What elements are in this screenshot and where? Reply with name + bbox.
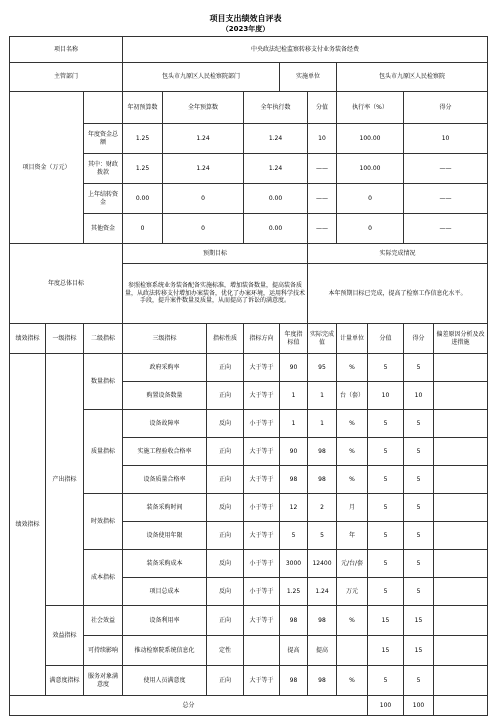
funds-exec: 0.00 <box>244 184 308 214</box>
funds-init: 1.25 <box>123 154 163 184</box>
ind-name: 装备采购成本 <box>123 550 207 578</box>
ind-direction: 大于等于 <box>244 522 280 550</box>
level2-service: 服务对象满意度 <box>84 666 123 696</box>
impl-label: 实施单位 <box>280 63 337 92</box>
funds-section-label: 项目资金（万元） <box>10 92 84 244</box>
ind-direction: 大于等于 <box>244 606 280 636</box>
funds-header-blank <box>84 92 123 124</box>
funds-exec: 1.24 <box>244 124 308 154</box>
ind-name: 实施工程验收合格率 <box>123 438 207 466</box>
ind-note <box>434 466 488 494</box>
ind-note <box>434 636 488 666</box>
goals-header-row <box>10 244 488 264</box>
funds-score-value: —— <box>308 184 337 214</box>
ind-target: 98 <box>280 606 308 636</box>
ind-value: 5 <box>368 494 404 522</box>
funds-score: —— <box>404 184 488 214</box>
ind-score: 5 <box>404 666 434 696</box>
ind-score: 15 <box>404 606 434 636</box>
ind-nature: 反向 <box>207 578 244 606</box>
ind-value: 5 <box>368 410 404 438</box>
ind-unit <box>337 636 368 666</box>
ind-direction <box>244 636 280 666</box>
ind-actual: 98 <box>308 438 337 466</box>
funds-score: 10 <box>404 124 488 154</box>
funds-budget: 1.24 <box>163 154 244 184</box>
ind-score: 15 <box>404 636 434 666</box>
funds-col-init: 年初预算数 <box>123 92 163 124</box>
ind-target: 98 <box>280 466 308 494</box>
ind-unit: % <box>337 466 368 494</box>
ind-name: 政府采购率 <box>123 354 207 382</box>
funds-exec: 1.24 <box>244 154 308 184</box>
level1-output: 产出指标 <box>46 354 84 606</box>
ind-name: 购置设备数量 <box>123 382 207 410</box>
ind-target: 12 <box>280 494 308 522</box>
ind-name: 推动检察院系统信息化 <box>123 636 207 666</box>
funds-rate: 100.00 <box>337 154 404 184</box>
ind-unit: % <box>337 354 368 382</box>
ind-score: 5 <box>404 466 434 494</box>
ind-nature: 正向 <box>207 438 244 466</box>
ind-value: 15 <box>368 636 404 666</box>
ind-col-target: 年度指标值 <box>280 324 308 354</box>
level2-timeliness: 时效指标 <box>84 494 123 550</box>
funds-score-value: —— <box>308 154 337 184</box>
ind-name: 设备质量合格率 <box>123 466 207 494</box>
ind-note <box>434 522 488 550</box>
ind-target: 1 <box>280 410 308 438</box>
project-name-row <box>10 37 488 63</box>
ind-actual: 5 <box>308 522 337 550</box>
funds-budget: 0 <box>163 214 244 244</box>
ind-direction: 小于等于 <box>244 494 280 522</box>
ind-target: 1.25 <box>280 578 308 606</box>
funds-header-row <box>10 92 488 124</box>
ind-score: 5 <box>404 354 434 382</box>
funds-col-score: 得分 <box>404 92 488 124</box>
ind-note <box>434 438 488 466</box>
ind-unit: % <box>337 410 368 438</box>
ind-actual: 1 <box>308 410 337 438</box>
ind-col-direction: 指标方向 <box>244 324 280 354</box>
ind-unit: % <box>337 606 368 636</box>
ind-direction: 小于等于 <box>244 410 280 438</box>
impl-value: 包头市九原区人民检察院 <box>337 63 488 92</box>
funds-score: —— <box>404 214 488 244</box>
level2-sustainable: 可持续影响 <box>84 636 123 666</box>
total-value: 100 <box>368 696 404 716</box>
ind-name: 设备故障率 <box>123 410 207 438</box>
ind-target: 98 <box>280 666 308 696</box>
indicator-row <box>10 606 488 636</box>
project-name-label: 项目名称 <box>10 37 123 63</box>
indicator-row <box>10 666 488 696</box>
ind-value: 15 <box>368 606 404 636</box>
dept-value: 包头市九原区人民检察院部门 <box>123 63 280 92</box>
funds-rate: 0 <box>337 214 404 244</box>
ind-nature: 反向 <box>207 410 244 438</box>
goals-actual-header: 实际完成情况 <box>308 244 488 264</box>
ind-note <box>434 606 488 636</box>
goals-label: 年度总体目标 <box>10 244 123 324</box>
ind-name: 设备使用年限 <box>123 522 207 550</box>
ind-nature: 正向 <box>207 382 244 410</box>
ind-note <box>434 666 488 696</box>
level2-social: 社会效益 <box>84 606 123 636</box>
ind-value: 10 <box>368 382 404 410</box>
ind-col-unit: 计量单位 <box>337 324 368 354</box>
funds-row-label: 上年结转资金 <box>84 184 123 214</box>
ind-score: 10 <box>404 382 434 410</box>
ind-nature: 反向 <box>207 494 244 522</box>
ind-nature: 定性 <box>207 636 244 666</box>
ind-unit: 台（套） <box>337 382 368 410</box>
goals-expected-text: 参照检察系统业务装备配备实施标准，增加装备数量，提高装备质量，从政法转移支付增加办案装备，优化了办案环境，运用科学技术手段，提升案件数量及质量，从而提高了诉讼的满意度。 <box>123 264 308 324</box>
level1-satisfaction: 满意度指标 <box>46 666 84 696</box>
ind-name: 使用人员满意度 <box>123 666 207 696</box>
goals-actual-text: 本年预期目标已完成，提高了检察工作信息化水平。 <box>308 264 488 324</box>
funds-row-label: 其他资金 <box>84 214 123 244</box>
level2-quality: 质量指标 <box>84 410 123 494</box>
funds-col-exec: 全年执行数 <box>244 92 308 124</box>
funds-col-budget: 全年预算数 <box>163 92 244 124</box>
level1-effect: 效益指标 <box>46 606 84 666</box>
ind-target: 90 <box>280 438 308 466</box>
ind-score: 5 <box>404 522 434 550</box>
project-name-value: 中央政法纪检监察转移支付业务装备经费 <box>123 37 488 63</box>
ind-note <box>434 410 488 438</box>
funds-exec: 0.00 <box>244 214 308 244</box>
funds-init: 1.25 <box>123 124 163 154</box>
ind-name: 设备利用率 <box>123 606 207 636</box>
ind-actual: 98 <box>308 606 337 636</box>
ind-col-score: 得分 <box>404 324 434 354</box>
ind-unit: 月 <box>337 494 368 522</box>
ind-nature: 正向 <box>207 666 244 696</box>
ind-name: 装备采购时间 <box>123 494 207 522</box>
ind-col-value: 分值 <box>368 324 404 354</box>
ind-col-level1: 一级指标 <box>46 324 84 354</box>
ind-col-nature: 指标性质 <box>207 324 244 354</box>
indicator-header-row <box>10 324 488 354</box>
evaluation-table <box>9 36 488 716</box>
funds-budget: 0 <box>163 184 244 214</box>
ind-value: 5 <box>368 522 404 550</box>
funds-rate: 100.00 <box>337 124 404 154</box>
funds-rate: 0 <box>337 184 404 214</box>
ind-value: 5 <box>368 438 404 466</box>
total-row <box>10 696 488 716</box>
ind-direction: 大于等于 <box>244 382 280 410</box>
ind-direction: 小于等于 <box>244 578 280 606</box>
page-title: 项目支出绩效自评表 <box>209 14 282 23</box>
ind-score: 5 <box>404 578 434 606</box>
ind-unit: 元/台/套 <box>337 550 368 578</box>
ind-col-note: 偏差原因分析及改进措施 <box>434 324 488 354</box>
ind-nature: 正向 <box>207 606 244 636</box>
ind-direction: 大于等于 <box>244 666 280 696</box>
ind-value: 5 <box>368 578 404 606</box>
ind-target: 1 <box>280 382 308 410</box>
ind-unit: % <box>337 438 368 466</box>
ind-score: 5 <box>404 550 434 578</box>
ind-actual: 12400 <box>308 550 337 578</box>
total-note <box>434 696 488 716</box>
funds-score-value: —— <box>308 214 337 244</box>
total-label: 总分 <box>10 696 368 716</box>
ind-value: 5 <box>368 354 404 382</box>
goals-expected-header: 预期目标 <box>123 244 308 264</box>
ind-actual: 提高 <box>308 636 337 666</box>
ind-target: 90 <box>280 354 308 382</box>
funds-col-score-value: 分值 <box>308 92 337 124</box>
perf-label: 绩效指标 <box>10 354 46 696</box>
ind-nature: 正向 <box>207 466 244 494</box>
ind-note <box>434 382 488 410</box>
funds-score-value: 10 <box>308 124 337 154</box>
funds-row-label: 年度资金总额 <box>84 124 123 154</box>
ind-direction: 大于等于 <box>244 466 280 494</box>
funds-score: —— <box>404 154 488 184</box>
ind-unit: 年 <box>337 522 368 550</box>
ind-unit: % <box>337 666 368 696</box>
funds-row-label: 其中：财政拨款 <box>84 154 123 184</box>
ind-actual: 95 <box>308 354 337 382</box>
ind-direction: 小于等于 <box>244 550 280 578</box>
dept-label: 主管部门 <box>10 63 123 92</box>
ind-col-level2: 二级指标 <box>84 324 123 354</box>
project-dept-row <box>10 63 488 92</box>
ind-target: 5 <box>280 522 308 550</box>
ind-actual: 98 <box>308 666 337 696</box>
funds-init: 0.00 <box>123 184 163 214</box>
ind-name: 项目总成本 <box>123 578 207 606</box>
ind-actual: 1.24 <box>308 578 337 606</box>
ind-value: 5 <box>368 666 404 696</box>
page-subtitle-year: （2023年度） <box>221 25 270 33</box>
ind-actual: 2 <box>308 494 337 522</box>
ind-nature: 反向 <box>207 550 244 578</box>
ind-score: 5 <box>404 494 434 522</box>
ind-note <box>434 354 488 382</box>
ind-note <box>434 550 488 578</box>
level2-quantity: 数量指标 <box>84 354 123 410</box>
ind-score: 5 <box>404 410 434 438</box>
funds-init: 0 <box>123 214 163 244</box>
level2-cost: 成本指标 <box>84 550 123 606</box>
ind-nature: 正向 <box>207 354 244 382</box>
ind-unit: 万元 <box>337 578 368 606</box>
ind-score: 5 <box>404 438 434 466</box>
ind-target: 提高 <box>280 636 308 666</box>
ind-target: 3000 <box>280 550 308 578</box>
ind-actual: 98 <box>308 466 337 494</box>
funds-col-rate: 执行率（%） <box>337 92 404 124</box>
ind-value: 5 <box>368 466 404 494</box>
ind-col-actual: 实际完成值 <box>308 324 337 354</box>
ind-col-level3: 三级指标 <box>123 324 207 354</box>
ind-actual: 1 <box>308 382 337 410</box>
ind-direction: 大于等于 <box>244 354 280 382</box>
ind-note <box>434 578 488 606</box>
funds-budget: 1.24 <box>163 124 244 154</box>
indicator-row <box>10 354 488 382</box>
ind-direction: 大于等于 <box>244 438 280 466</box>
ind-nature: 正向 <box>207 522 244 550</box>
total-score: 100 <box>404 696 434 716</box>
ind-value: 5 <box>368 550 404 578</box>
ind-col-perf: 绩效指标 <box>10 324 46 354</box>
ind-note <box>434 494 488 522</box>
